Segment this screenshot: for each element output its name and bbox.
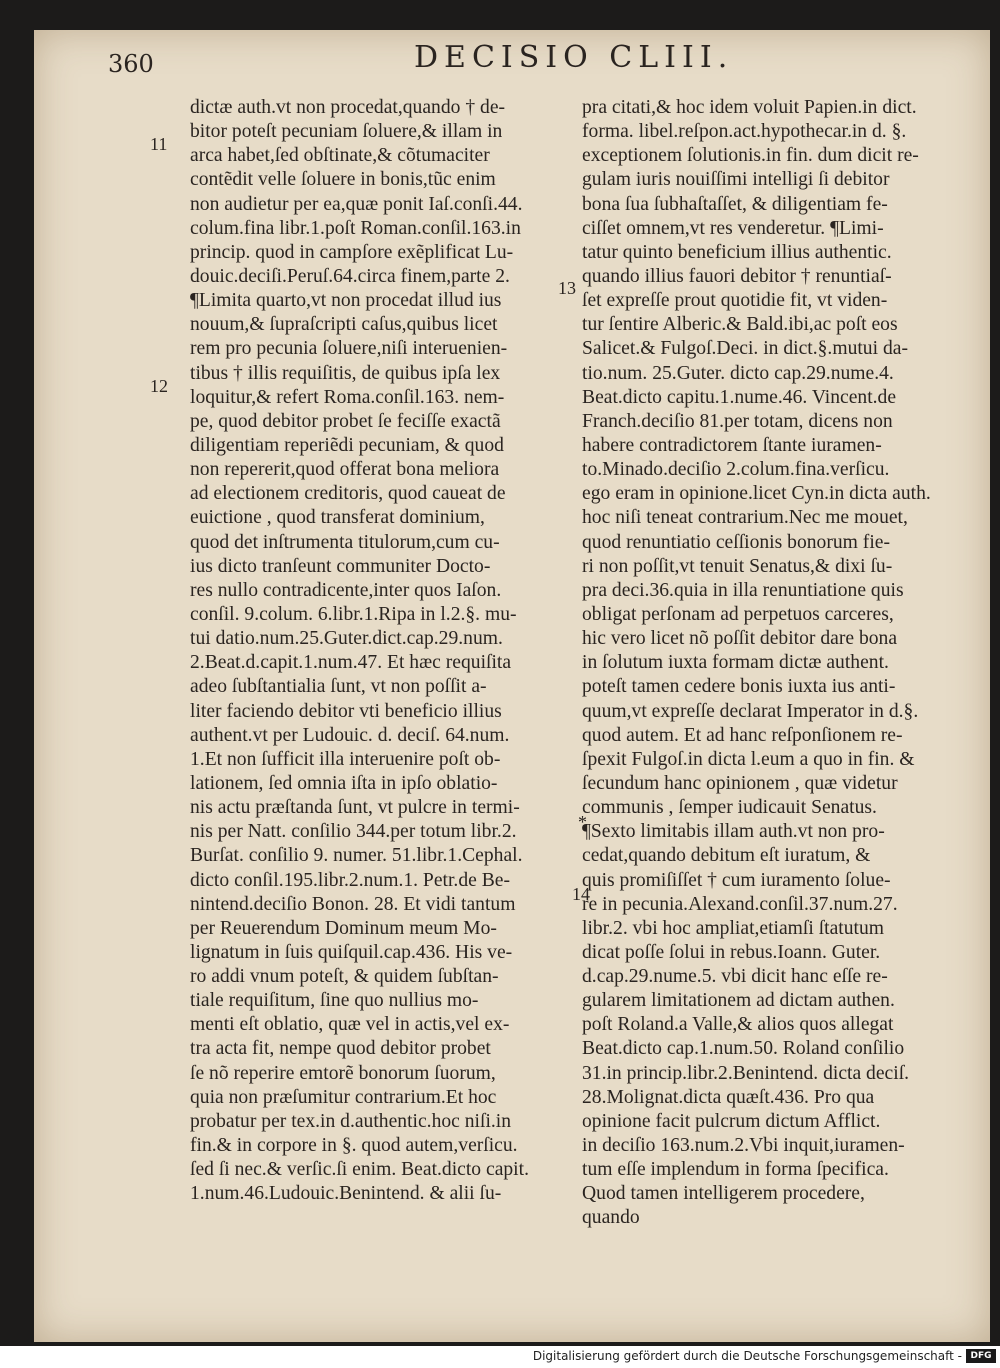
text-line: ad electionem creditoris, quod caueat de [190,483,506,505]
text-line: ri non poſſit,vt tenuit Senatus,& dixi ſu- [582,555,893,577]
text-line: ſpexit Fulgoſ.in dicta l.eum a quo in fin. & [582,748,915,770]
text-line: adeo ſubſtantialia ſunt, vt non poſſit a- [190,676,487,698]
text-line: gularem limitationem ad dictam authen. [582,990,895,1012]
text-line: quod renuntiatio ceſſionis bonorum fie- [582,531,890,553]
text-line: quod autem. Et ad hanc reſponſionem re- [582,724,903,746]
text-line: ¶Sexto limitabis illam auth.vt non pro- [582,821,885,843]
text-line: 31.in princip.libr.2.Benintend. dicta deciſ. [582,1062,910,1084]
text-line: cedat,quando debitum eſt iuratum, & [582,845,871,867]
text-line: 1.Et non ſufficit illa interuenire poſt ob- [190,748,501,770]
text-line: diligentiam reperiẽdi pecuniam, & quod [190,434,504,456]
text-line: d.cap.29.nume.5. vbi dicit hanc eſſe re- [582,966,888,988]
text-line: res nullo contradicente,inter quos Iaſon. [190,579,502,601]
text-line: ſe nõ reperire emtorẽ bonorum ſuorum, [190,1062,496,1084]
text-line: quando [582,1207,640,1229]
text-line: tatur quinto beneficium illius authentic. [582,241,892,263]
text-line: loquitur,& refert Roma.conſil.163. nem- [190,386,505,408]
left-text-column [190,96,566,1206]
text-line: Burſat. conſilio 9. numer. 51.libr.1.Cephal. [190,845,523,867]
text-line: arca habet,ſed obſtinate,& cõtumaciter [190,145,490,167]
text-line: quod det inſtrumenta titulorum,cum cu- [190,531,500,553]
text-line: ius dicto tranſeunt communiter Docto- [190,555,491,577]
text-line: Beat.dicto capitu.1.nume.46. Vincent.de [582,386,897,408]
right-text-column [582,96,976,1231]
text-line: libr.2. vbi hoc ampliat,etiamſi ſtatutum [582,917,885,939]
text-line: lationem, ſed omnia iſta in ipſo oblatio- [190,772,498,794]
text-line: tui datio.num.25.Guter.dict.cap.29.num. [190,628,503,650]
text-line: forma. libel.reſpon.act.hypothecar.in d. §. [582,121,907,143]
text-line: in ſolutum iuxta formam dictæ authent. [582,652,889,674]
text-line: tra acta fit, nempe quod debitor probet [190,1038,491,1060]
text-line: ſecundum hanc opinionem , quæ videtur [582,772,898,794]
text-line: douic.deciſi.Peruſ.64.circa finem,parte 2. [190,265,510,287]
text-line: exceptionem ſolutionis.in fin. dum dicit re- [582,145,919,167]
text-line: menti eſt oblatio, quæ vel in actis,vel ex- [190,1014,510,1036]
text-line: nouum,& ſupraſcripti caſus,quibus licet [190,314,498,336]
margin-asterisk: * [578,812,587,832]
text-line: in deciſio 163.num.2.Vbi inquit,iuramen- [582,1135,905,1157]
text-line: quia non præſumitur contrarium.Et hoc [190,1086,497,1108]
text-line: ſed ſi nec.& verſic.ſi enim. Beat.dicto capit. [190,1159,529,1181]
text-line: lignatum in ſuis quiſquil.cap.436. His ve- [190,941,513,963]
text-line: euictione , quod transferat dominium, [190,507,485,529]
text-line: nis actu præſtanda ſunt, vt pulcre in termi- [190,797,520,819]
text-line: to.Minado.deciſio 2.colum.fina.verſicu. [582,459,890,481]
text-line: ¶Limita quarto,vt non procedat illud ius [190,290,502,312]
text-line: authent.vt per Ludouic. d. deciſ. 64.num. [190,724,510,746]
text-line: Salicet.& Fulgoſ.Deci. in dict.§.mutui da- [582,338,908,360]
text-line: non audietur per ea,quæ ponit Iaſ.conſi.44. [190,193,523,215]
margin-note-13: 13 [558,278,576,298]
text-line: hoc niſi teneat contrarium.Nec me mouet, [582,507,908,529]
text-line: nintend.deciſio Bonon. 28. Et vidi tantum [190,893,516,915]
text-line: tibus † illis requiſitis, de quibus ipſa lex [190,362,501,384]
text-line: habere contradictorem ſtante iuramen- [582,434,882,456]
text-line: ro addi vnum poteſt, & quidem ſubſtan- [190,966,499,988]
text-line: rem pro pecunia ſoluere,niſi interuenien- [190,338,508,360]
text-line: Franch.deciſio 81.per totam, dicens non [582,410,893,432]
margin-note-14: 14 [572,884,590,904]
dfg-logo-icon: DFG [966,1349,996,1363]
text-line: pe, quod debitor probet ſe feciſſe exactã [190,410,501,432]
text-line: tur ſentire Alberic.& Bald.ibi,ac poſt eos [582,314,898,336]
text-line: ciſſet omnem,vt res venderetur. ¶Limi- [582,217,884,239]
text-line: colum.fina libr.1.poſt Roman.conſil.163.in [190,217,521,239]
text-line: re in pecunia.Alexand.conſil.37.num.27. [582,893,898,915]
text-line: bona ſua ſubhaſtaſſet, & diligentiam fe- [582,193,888,215]
text-line: quando illius fauori debitor † renuntiaſ- [582,265,892,287]
text-line: poſt Roland.a Valle,& alios quos allegat [582,1014,894,1036]
footer-text: Digitalisierung gefördert durch die Deutsche Forschungsgemeinschaft - [532,1349,962,1363]
text-line: Beat.dicto cap.1.num.50. Roland conſilio [582,1038,905,1060]
text-line: 28.Molignat.dicta quæſt.436. Pro qua [582,1086,875,1108]
text-line: tiale requiſitum, ſine quo nullius mo- [190,990,479,1012]
margin-note-11: 11 [150,134,168,154]
text-line: ego eram in opinione.licet Cyn.in dicta auth. [582,483,931,505]
text-line: obligat perſonam ad perpetuos carceres, [582,603,894,625]
text-line: probatur per tex.in d.authentic.hoc niſi.in [190,1110,512,1132]
text-line: tio.num. 25.Guter. dicto cap.29.nume.4. [582,362,894,384]
text-line: 1.num.46.Ludouic.Benintend. & alii ſu- [190,1183,502,1205]
digitization-footer [0,1346,1000,1368]
text-line: Quod tamen intelligerem procedere, [582,1183,865,1205]
text-line: conſil. 9.colum. 6.libr.1.Ripa in l.2.§. mu- [190,603,517,625]
text-line: communis , ſemper iudicauit Senatus. [582,797,877,819]
text-line: gulam iuris nouiſſimi intelligi ſi debitor [582,169,890,191]
text-line: non repererit,quod offerat bona meliora [190,459,500,481]
text-line: tum eſſe implendum in forma ſpecifica. [582,1159,889,1181]
margin-note-12: 12 [150,376,168,396]
text-line: fin.& in corpore in §. quod autem,verſicu. [190,1135,518,1157]
text-line: bitor poteſt pecuniam ſoluere,& illam in [190,121,503,143]
text-line: nis per Natt. conſilio 344.per totum libr.2. [190,821,517,843]
text-line: liter faciendo debitor vti beneficio illius [190,700,502,722]
text-line: pra citati,& hoc idem voluit Papien.in dict. [582,97,917,118]
text-line: opinione facit pulcrum dictum Afflict. [582,1110,881,1132]
text-line: pra deci.36.quia in illa renuntiatione quis [582,579,904,601]
text-line: dictæ auth.vt non procedat,quando † de- [190,97,506,118]
text-line: ſet expreſſe prout quotidie fit, vt viden- [582,290,888,312]
text-line: quum,vt expreſſe declarat Imperator in d.§. [582,700,919,722]
text-line: quis promiſiſſet † cum iuramento ſolue- [582,869,891,891]
page-number: 360 [108,50,154,78]
text-line: princip. quod in campſore exẽplificat Lu- [190,241,514,263]
text-line: dicto conſil.195.libr.2.num.1. Petr.de Be- [190,869,510,891]
text-line: dicat poſſe ſolui in rebus.Ioann. Guter. [582,941,881,963]
text-line: contẽdit velle ſoluere in bonis,tũc enim [190,169,496,191]
text-line: per Reuerendum Dominum meum Mo- [190,917,497,939]
text-line: hic vero licet nõ poſſit debitor dare bona [582,628,898,650]
text-line: poteſt tamen cedere bonis iuxta ius anti- [582,676,896,698]
text-line: 2.Beat.d.capit.1.num.47. Et hæc requiſita [190,652,512,674]
running-head: DECISIO CLIII. [414,40,734,75]
